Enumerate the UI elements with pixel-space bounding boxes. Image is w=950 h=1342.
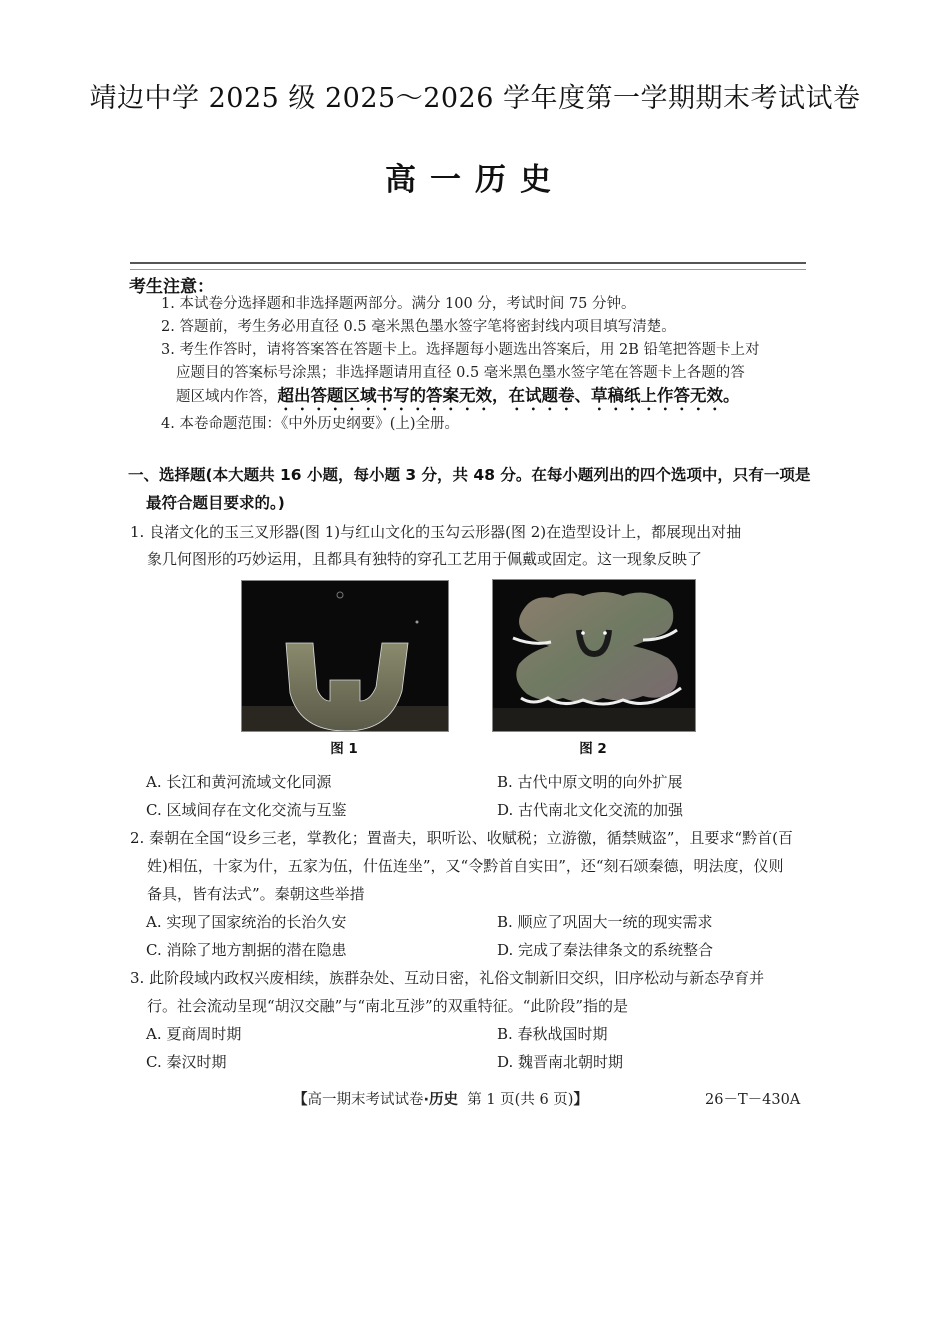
question-3-stem-line2: 行。社会流动呈现“胡汉交融”与“南北互涉”的双重特征。“此阶段”指的是 [147,997,629,1015]
question-3-stem-line1: 3. 此阶段域内政权兴废相续，族群杂处、互动日密，礼俗文制新旧交织，旧序松动与新态孕育并 [130,969,765,987]
notice-emphasis: 超出答题区域书写的答案无效，在试题卷、草稿纸上作答无效。 [277,386,740,405]
jade-trident-icon [242,581,448,731]
footer-close-bracket: 】 [573,1092,588,1108]
exam-title: 靖边中学 2025 级 2025～2026 学年度第一学期期末考试试卷 [89,83,861,114]
question-2-option-d[interactable]: D. 完成了秦法律条文的系统整合 [497,941,714,959]
double-rule-divider [130,262,806,270]
notice-item-3-cont: 应题目的答案标号涂黑；非选择题请用直径 0.5 毫米黑色墨水签字笔在答题卡上各题的答 [176,365,745,381]
question-1-option-a[interactable]: A. 长江和黄河流域文化同源 [146,773,332,791]
footer-exam-code: 26－T－430A [705,1092,801,1108]
notice-item-4: 4. 本卷命题范围：《中外历史纲要》(上)全册。 [161,416,460,432]
jade-cloud-hook-icon [493,580,695,731]
notice-item-1: 1. 本试卷分选择题和非选择题两部分。满分 100 分，考试时间 75 分钟。 [161,296,636,312]
question-1-option-b[interactable]: B. 古代中原文明的向外扩展 [497,773,683,791]
question-1-stem-line2: 象几何图形的巧妙运用，且都具有独特的穿孔工艺用于佩戴或固定。这一现象反映了 [147,550,703,568]
notice-item-2: 2. 答题前，考生务必用直径 0.5 毫米黑色墨水签字笔将密封线内项目填写清楚。 [161,319,676,335]
question-2-option-a[interactable]: A. 实现了国家统治的长治久安 [146,913,347,931]
question-3-option-d[interactable]: D. 魏晋南北朝时期 [497,1053,624,1071]
notice-item-3-tail: 题区域内作答， [176,389,278,405]
footer-open-bracket: 【 [293,1092,308,1108]
figure-2-jade-cloud-hook-photo [492,579,696,732]
question-2-stem-line2: 姓)相伍，十家为什，五家为伍，什伍连坐”，又“令黔首自实田”，还“刻石颂秦德，明法度，仪则 [147,857,784,875]
section-heading-line2: 最符合题目要求的。) [146,494,285,512]
figure-1-jade-trident-photo [241,580,449,732]
question-2-stem-line1: 2. 秦朝在全国“设乡三老，掌教化；置啬夫，职听讼、收赋税；立游徼，循禁贼盗”，且要求“黔首(百 [130,829,793,847]
question-3-option-b[interactable]: B. 春秋战国时期 [497,1025,608,1043]
figure-2-caption: 图 2 [579,741,607,757]
page-footer [293,1088,588,1109]
question-1-option-d[interactable]: D. 古代南北文化交流的加强 [497,801,684,819]
question-3-option-c[interactable]: C. 秦汉时期 [146,1053,227,1071]
notice-item-3: 3. 考生作答时，请将答案答在答题卡上。选择题每小题选出答案后，用 2B 铅笔把答题卡上对 [161,342,760,358]
footer-dot: · [423,1092,430,1108]
bleed-through-text [150,205,423,224]
notice-heading: 考生注意： [129,277,214,297]
footer-subject: 历史 [429,1092,459,1108]
question-1-option-c[interactable]: C. 区域间存在文化交流与互鉴 [146,801,347,819]
subject-title: 高一历史 [385,162,565,198]
question-2-option-b[interactable]: B. 顺应了巩固大一统的现实需求 [497,913,713,931]
question-2-option-c[interactable]: C. 消除了地方割据的潜在隐患 [146,941,347,959]
question-2-stem-line3: 备具，皆有法式”。秦朝这些举措 [147,885,365,903]
section-heading-line1: 一、选择题(本大题共 16 小题，每小题 3 分，共 48 分。在每小题列出的四个选项中，只有一项是 [128,466,811,484]
question-3-option-a[interactable]: A. 夏商周时期 [146,1025,242,1043]
footer-exam-name: 高一期末考试试卷 [307,1092,424,1108]
question-1-stem-line1: 1. 良渚文化的玉三叉形器(图 1)与红山文化的玉勾云形器(图 2)在造型设计上，都展现出对抽 [130,523,742,541]
figure-1-caption: 图 1 [330,741,358,757]
footer-page-info: 第 1 页(共 6 页) [467,1092,574,1108]
